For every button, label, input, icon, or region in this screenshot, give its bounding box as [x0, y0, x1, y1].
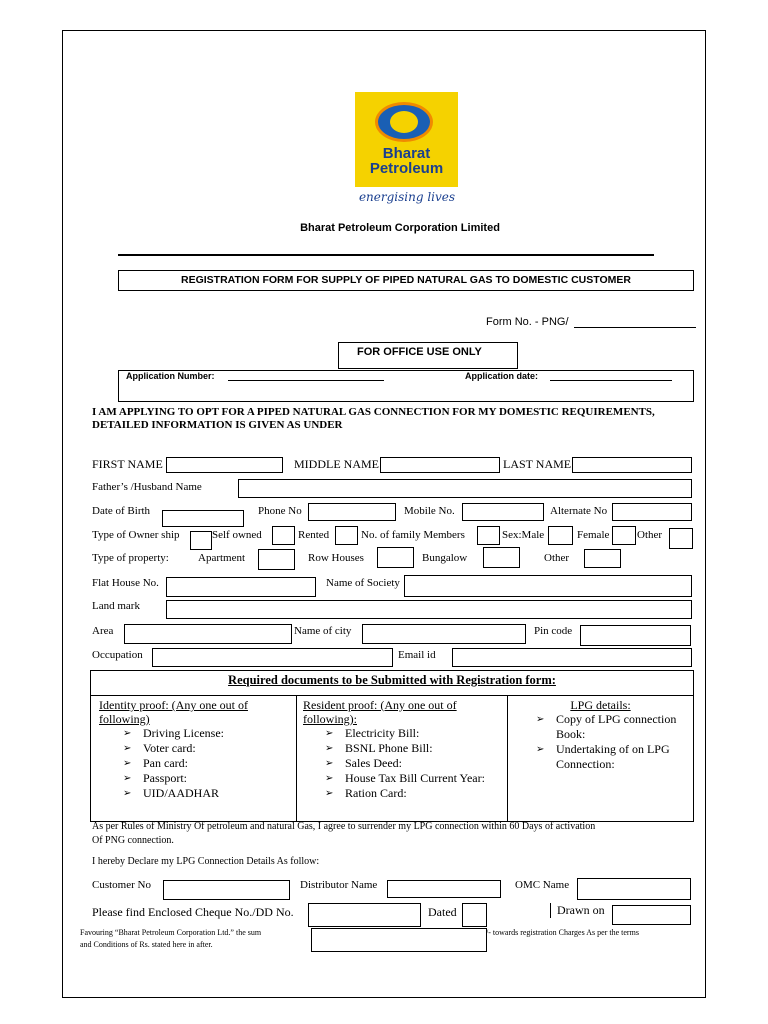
application-number-label: Application Number:: [126, 371, 215, 381]
rented-checkbox[interactable]: [335, 526, 358, 545]
distributor-input[interactable]: [387, 880, 501, 898]
phone-label: Phone No: [258, 505, 302, 517]
owner-type-label: Type of Owner ship: [92, 529, 180, 541]
dob-label: Date of Birth: [92, 505, 151, 517]
form-no-field[interactable]: [574, 327, 696, 328]
middle-name-input[interactable]: [380, 457, 500, 473]
alternate-label: Alternate No: [550, 505, 608, 517]
city-input[interactable]: [362, 624, 526, 644]
resident-item: ➢ Sales Deed:: [345, 756, 507, 771]
omc-input[interactable]: [577, 878, 691, 900]
phone-input[interactable]: [308, 503, 396, 521]
company-name: Bharat Petroleum Corporation Limited: [300, 222, 500, 234]
area-input[interactable]: [124, 624, 292, 644]
identity-title-2: following): [99, 712, 150, 726]
lpg-item: [556, 742, 693, 772]
application-number-field[interactable]: [228, 380, 384, 381]
family-members-input[interactable]: [477, 526, 500, 545]
resident-proof-column: [297, 696, 508, 821]
lpg-item-1-line1: Copy of LPG connection: [556, 712, 677, 726]
father-husband-label: Father’s /Husband Name: [92, 481, 202, 493]
office-use-label: FOR OFFICE USE ONLY: [338, 342, 518, 369]
omc-label: OMC Name: [515, 879, 570, 891]
row-houses-label: Row Houses: [308, 552, 364, 564]
father-husband-input[interactable]: [238, 479, 692, 498]
resident-title-1: Resident proof: (Any one out of: [303, 698, 457, 712]
flat-house-input[interactable]: [166, 577, 316, 597]
lpg-item-1-line2: Book:: [556, 727, 586, 741]
property-type-label: Type of property:: [92, 552, 169, 564]
identity-item: ➢ Driving License:: [143, 726, 296, 741]
charges-text: /- towards registration Charges As per the terms: [486, 928, 639, 937]
male-checkbox[interactable]: [548, 526, 573, 545]
drawn-on-input[interactable]: [612, 905, 691, 925]
mobile-label: Mobile No.: [404, 505, 455, 517]
form-title: REGISTRATION FORM FOR SUPPLY OF PIPED NATURAL GAS TO DOMESTIC CUSTOMER: [118, 270, 694, 291]
declare-text: I hereby Declare my LPG Connection Details As follow:: [92, 856, 320, 867]
area-label: Area: [92, 625, 114, 637]
sum-input[interactable]: [311, 928, 487, 952]
resident-item: ➢ House Tax Bill Current Year:: [345, 771, 507, 786]
surrender-text-1: As per Rules of Ministry Of petroleum and natural Gas, I agree to surrender my LPG connection within 60 Days of activation: [92, 821, 596, 832]
family-members-label: No. of family Members: [361, 529, 465, 541]
identity-item: ➢ Passport:: [143, 771, 296, 786]
drawn-on-label: Drawn on: [550, 903, 605, 918]
property-other-checkbox[interactable]: [584, 549, 621, 568]
owner-type-checkbox[interactable]: [190, 531, 212, 550]
lpg-details-column: [508, 696, 693, 821]
apartment-checkbox[interactable]: [258, 549, 295, 570]
landmark-input[interactable]: [166, 600, 692, 619]
rented-label: Rented: [298, 529, 330, 541]
other-label: Other: [637, 529, 663, 541]
identity-title-1: Identity proof: (Any one out of: [99, 698, 248, 712]
resident-item: ➢ BSNL Phone Bill:: [345, 741, 507, 756]
landmark-label: Land mark: [92, 600, 140, 612]
cheque-label: Please find Enclosed Cheque No./DD No.: [92, 905, 294, 919]
distributor-label: Distributor Name: [300, 879, 378, 891]
flat-house-label: Flat House No.: [92, 577, 159, 589]
email-label: Email id: [398, 649, 436, 661]
lpg-item-2-line1: Undertaking of on LPG: [556, 742, 670, 756]
mobile-input[interactable]: [462, 503, 544, 521]
society-input[interactable]: [404, 575, 692, 597]
other-checkbox[interactable]: [669, 528, 693, 549]
header-rule: [118, 254, 654, 256]
dated-input[interactable]: [462, 903, 487, 927]
last-name-label: LAST NAME: [503, 457, 572, 471]
intro-text: I AM APPLYING TO OPT FOR A PIPED NATURAL GAS CONNECTION FOR MY DOMESTIC REQUIREMENTS, DETAILED INFORMATION IS GIVEN AS UNDER: [92, 406, 655, 431]
first-name-label: FIRST NAME: [92, 457, 163, 471]
identity-item: ➢ Pan card:: [143, 756, 296, 771]
logo-line1: Bharat: [382, 145, 431, 162]
city-label: Name of city: [294, 625, 352, 637]
occupation-input[interactable]: [152, 648, 393, 667]
apartment-label: Apartment: [198, 552, 246, 564]
bungalow-label: Bungalow: [422, 552, 468, 564]
self-owned-label: Self owned: [212, 529, 262, 541]
favouring-text-1: Favouring “Bharat Petroleum Corporation Ltd.” the sum: [80, 928, 262, 937]
application-date-field[interactable]: [550, 380, 672, 381]
identity-item: ➢ UID/AADHAR: [143, 786, 296, 801]
dated-label: Dated: [428, 905, 457, 919]
resident-title-2: following):: [303, 712, 357, 726]
identity-item: ➢ Voter card:: [143, 741, 296, 756]
customer-no-input[interactable]: [163, 880, 290, 900]
occupation-label: Occupation: [92, 649, 143, 661]
bungalow-checkbox[interactable]: [483, 547, 520, 568]
bpcl-logo: [355, 92, 458, 187]
documents-heading: Required documents to be Submitted with Registration form:: [91, 671, 693, 696]
first-name-input[interactable]: [166, 457, 283, 473]
logo-tagline: energising lives: [358, 190, 456, 204]
customer-no-label: Customer No: [92, 879, 151, 891]
lpg-title: LPG details:: [570, 698, 631, 712]
property-other-label: Other: [544, 552, 570, 564]
female-checkbox[interactable]: [612, 526, 636, 545]
form-no-label: Form No. - PNG/: [486, 316, 569, 328]
lpg-item-2-line2: Connection:: [556, 757, 615, 771]
lpg-item: [556, 712, 693, 742]
favouring-text-2: and Conditions of Rs. stated here in after.: [80, 940, 213, 949]
application-date-label: Application date:: [465, 371, 539, 381]
female-label: Female: [577, 529, 610, 541]
identity-proof-column: [91, 696, 297, 821]
documents-table: [90, 670, 694, 822]
surrender-text-2: Of PNG connection.: [92, 835, 174, 846]
email-input[interactable]: [452, 648, 692, 667]
row-houses-checkbox[interactable]: [377, 547, 414, 568]
logo-emblem-icon: [375, 102, 433, 142]
logo-line2: Petroleum: [369, 160, 444, 177]
last-name-input[interactable]: [572, 457, 692, 473]
resident-item: ➢ Ration Card:: [345, 786, 507, 801]
alternate-input[interactable]: [612, 503, 692, 521]
self-owned-checkbox[interactable]: [272, 526, 295, 545]
pin-input[interactable]: [580, 625, 691, 646]
society-label: Name of Society: [326, 577, 400, 589]
sex-male-label: Sex:Male: [502, 529, 545, 541]
dob-input[interactable]: [162, 510, 244, 527]
cheque-no-input[interactable]: [308, 903, 421, 927]
middle-name-label: MIDDLE NAME: [294, 457, 379, 471]
pin-label: Pin code: [534, 625, 573, 637]
resident-item: ➢ Electricity Bill:: [345, 726, 507, 741]
